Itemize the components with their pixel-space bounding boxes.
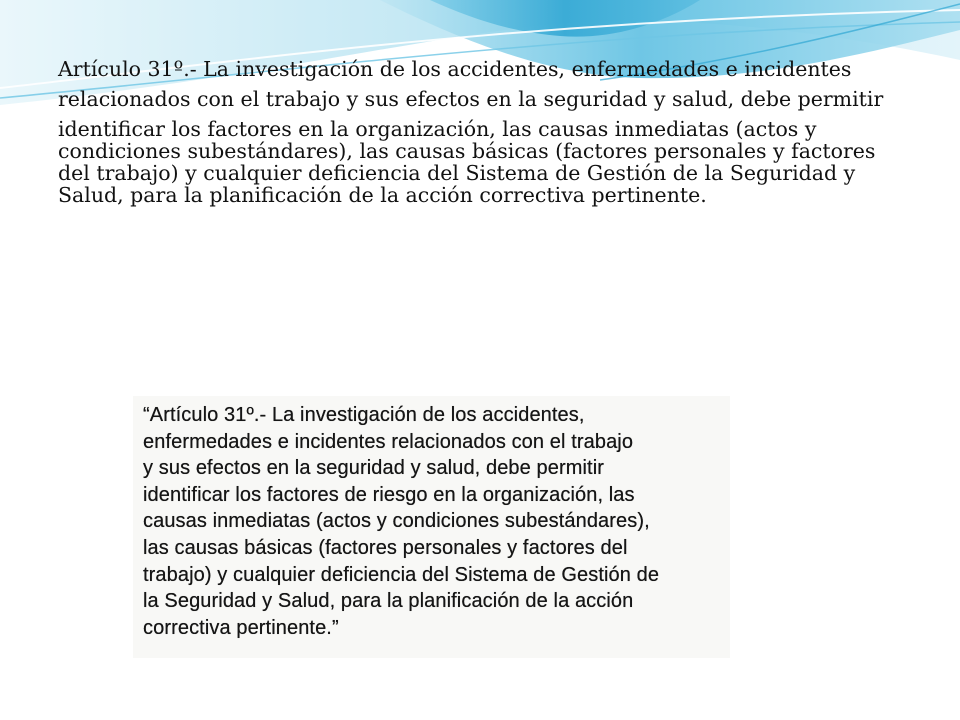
article-paragraph: Artículo 31º.- La investigación de los accidentes, enfermedades e incidentes (58, 57, 852, 81)
scan-line: y sus efectos en la seguridad y salud, debe permitir (143, 457, 605, 480)
scan-line: las causas básicas (factores personales y factores del (143, 536, 628, 559)
scan-line: enfermedades e incidentes relacionados con el trabajo (143, 430, 634, 453)
scan-line: trabajo) y cualquier deficiencia del Sistema de Gestión de (143, 563, 660, 586)
scan-line: identificar los factores de riesgo en la organización, las (143, 483, 635, 506)
article-text (58, 58, 898, 214)
scan-line: causas inmediatas (actos y condiciones subestándares), (143, 510, 650, 533)
scan-line: correctiva pertinente.” (143, 616, 339, 639)
article-paragraph: relacionados con el trabajo y sus efectos en la seguridad y salud, debe permitir (58, 87, 884, 111)
article-paragraph: identificar los factores en la organización, las causas inmediatas (actos y condiciones subestándares), las causas básicas (factores personales y factores del trabajo) y cualquier deficiencia del Sistema de Gestión de la Seguridad y Salud, para la planificación de la acción correctiva pertinente. (58, 117, 876, 207)
scanned-article-image (133, 396, 730, 658)
scan-line: la Seguridad y Salud, para la planificación de la acción (143, 590, 634, 613)
scan-line: “Artículo 31º.- La investigación de los accidentes, (143, 404, 585, 426)
